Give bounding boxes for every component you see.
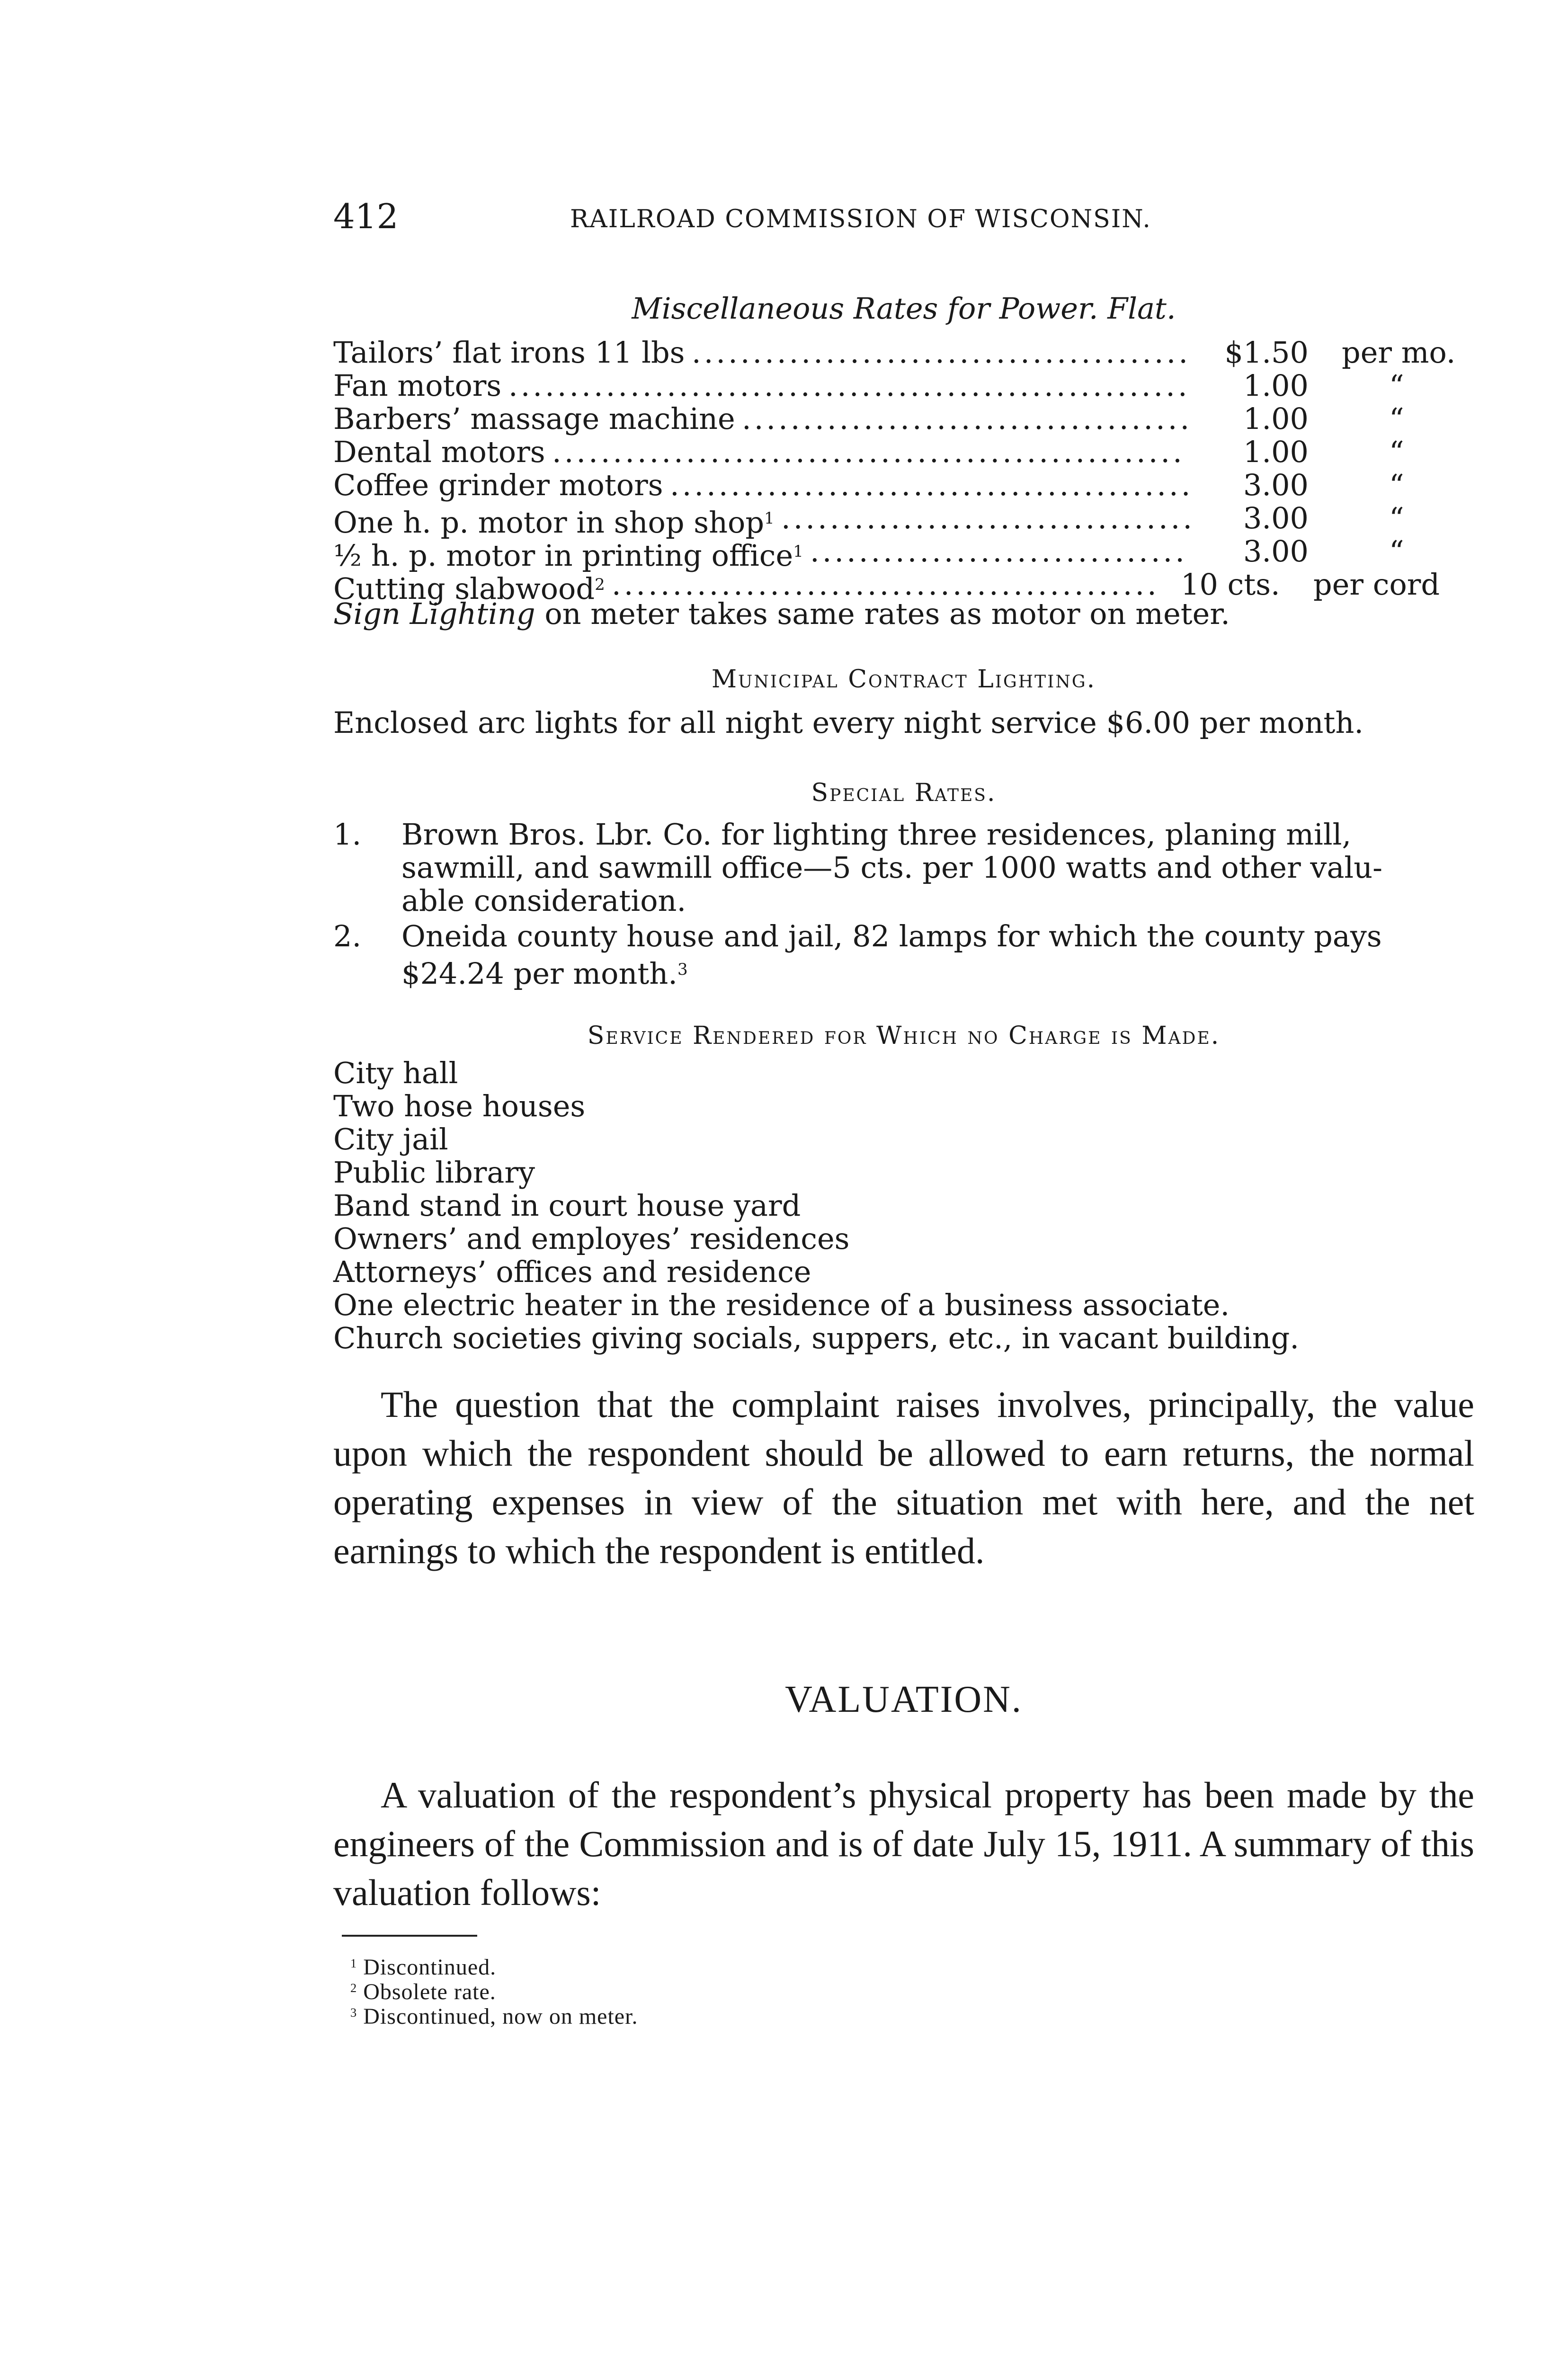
no-charge-item: City jail xyxy=(333,1122,448,1157)
footnote-ref: 2 xyxy=(595,575,605,594)
rate-unit: “ xyxy=(1389,435,1404,469)
rate-label: Cutting slabwood$^2$ xyxy=(333,571,605,606)
special-item-2-number: 2. xyxy=(333,919,362,953)
running-head: RAILROAD COMMISSION OF WISCONSIN. xyxy=(570,205,1151,233)
rate-row xyxy=(333,469,1474,502)
rate-label: ½ h. p. motor in printing office$^1$ xyxy=(333,538,803,573)
leader-dots: ..................................... xyxy=(742,402,1193,436)
rate-label: Dental motors xyxy=(333,435,545,469)
footnote-1-text: Discontinued. xyxy=(363,1954,497,1980)
leader-dots: ........................................... xyxy=(670,469,1194,502)
paragraph-valuation: A valuation of the respondent’s physical property has been made by the engineers of the Commission and is of date July 15, 1911. A summary of this valuation follows: xyxy=(333,1774,1474,1913)
sign-lighting-note xyxy=(333,597,1230,631)
rate-row xyxy=(333,436,1474,469)
rate-amount: 1.00 xyxy=(1243,435,1309,469)
rate-row xyxy=(333,336,1474,369)
rate-label: Coffee grinder motors xyxy=(333,468,663,502)
leader-dots: ........................................................ xyxy=(508,369,1190,402)
no-charge-item: Two hose houses xyxy=(333,1089,586,1123)
special-item-2-text: $24.24 per month. xyxy=(401,956,677,991)
special-item-1-number: 1. xyxy=(333,817,362,852)
rate-unit: “ xyxy=(1389,368,1404,403)
municipal-title: Municipal Contract Lighting. xyxy=(711,665,1096,694)
special-item-1-line-1: Brown Bros. Lbr. Co. for lighting three residences, planing mill, xyxy=(401,817,1352,852)
rate-unit: “ xyxy=(1389,501,1404,535)
rate-unit: per mo. xyxy=(1342,335,1456,370)
sign-lighting-label: Sign Lighting xyxy=(333,596,535,631)
leader-dots: .................................. xyxy=(781,502,1195,535)
rate-row xyxy=(333,402,1474,436)
no-charge-item: City hall xyxy=(333,1056,458,1090)
no-charge-item: Attorneys’ offices and residence xyxy=(333,1255,811,1289)
valuation-heading: VALUATION. xyxy=(785,1679,1023,1720)
page-header xyxy=(333,195,1472,238)
rate-amount: 10 cts. xyxy=(1181,567,1280,602)
leader-dots: ............................... xyxy=(810,535,1187,568)
sign-lighting-text: on meter takes same rates as motor on meter. xyxy=(544,596,1230,631)
leader-dots: .................................................... xyxy=(552,436,1185,469)
no-charge-item: Owners’ and employes’ residences xyxy=(333,1221,850,1256)
rate-label: Tailors’ flat irons 11 lbs xyxy=(333,335,685,370)
rate-unit: “ xyxy=(1389,534,1404,569)
rate-unit: “ xyxy=(1389,401,1404,436)
rate-amount: $1.50 xyxy=(1224,335,1309,370)
footnote-2-marker: 2 xyxy=(350,1981,357,1995)
special-item-2-line-2 xyxy=(401,953,688,990)
rate-amount: 3.00 xyxy=(1243,501,1309,535)
rate-amount: 1.00 xyxy=(1243,368,1309,403)
municipal-text: Enclosed arc lights for all night every night service $6.00 per month. xyxy=(333,705,1364,740)
no-charge-item: One electric heater in the residence of a business associate. xyxy=(333,1288,1230,1322)
rate-amount: 3.00 xyxy=(1243,468,1309,502)
leader-dots: ......................................... xyxy=(692,336,1191,369)
footnote-rule xyxy=(342,1935,477,1937)
rate-label: Fan motors xyxy=(333,368,502,403)
no-charge-item: Band stand in court house yard xyxy=(333,1188,801,1223)
footnote-2-text: Obsolete rate. xyxy=(363,1979,496,2004)
footnote-ref: 1 xyxy=(793,542,803,561)
rate-row xyxy=(333,534,1474,573)
no-charge-item: Public library xyxy=(333,1155,535,1190)
leader-dots: ............................................. xyxy=(612,568,1159,601)
special-rates-title: Special Rates. xyxy=(811,779,997,807)
rate-row xyxy=(333,501,1474,540)
no-charge-title: Service Rendered for Which no Charge is Made. xyxy=(587,1022,1221,1050)
special-item-1-line-3: able consideration. xyxy=(401,883,686,918)
footnote-3-text: Discontinued, now on meter. xyxy=(363,2003,638,2029)
footnote-ref: 1 xyxy=(764,509,775,528)
paragraph-question: The question that the complaint raises involves, principally, the value upon which the respondent should be allowed to earn returns, the normal operating expenses in view of the situation met with here, and the net earnings to which the respondent is entitled. xyxy=(333,1384,1474,1571)
special-item-1-line-2: sawmill, and sawmill office—5 cts. per 1000 watts and other valu- xyxy=(401,850,1383,885)
misc-rates-title: Miscellaneous Rates for Power. Flat. xyxy=(632,291,1176,326)
page-number: 412 xyxy=(333,196,399,236)
footnote-1-marker: 1 xyxy=(350,1956,357,1970)
rate-label: Barbers’ massage machine xyxy=(333,401,735,436)
footnote-3-marker: 3 xyxy=(350,2005,357,2020)
footnote-3 xyxy=(350,2000,638,2029)
rate-amount: 1.00 xyxy=(1243,401,1309,436)
footnote-ref-3: 3 xyxy=(677,960,688,979)
rate-label: One h. p. motor in shop shop$^1$ xyxy=(333,505,775,540)
special-item-2-line-1: Oneida county house and jail, 82 lamps for which the county pays xyxy=(401,919,1382,953)
rate-unit: “ xyxy=(1389,468,1404,502)
rate-unit: per cord xyxy=(1313,567,1440,602)
rate-row xyxy=(333,369,1474,402)
no-charge-item: Church societies giving socials, suppers, etc., in vacant building. xyxy=(333,1321,1300,1355)
rate-amount: 3.00 xyxy=(1243,534,1309,569)
